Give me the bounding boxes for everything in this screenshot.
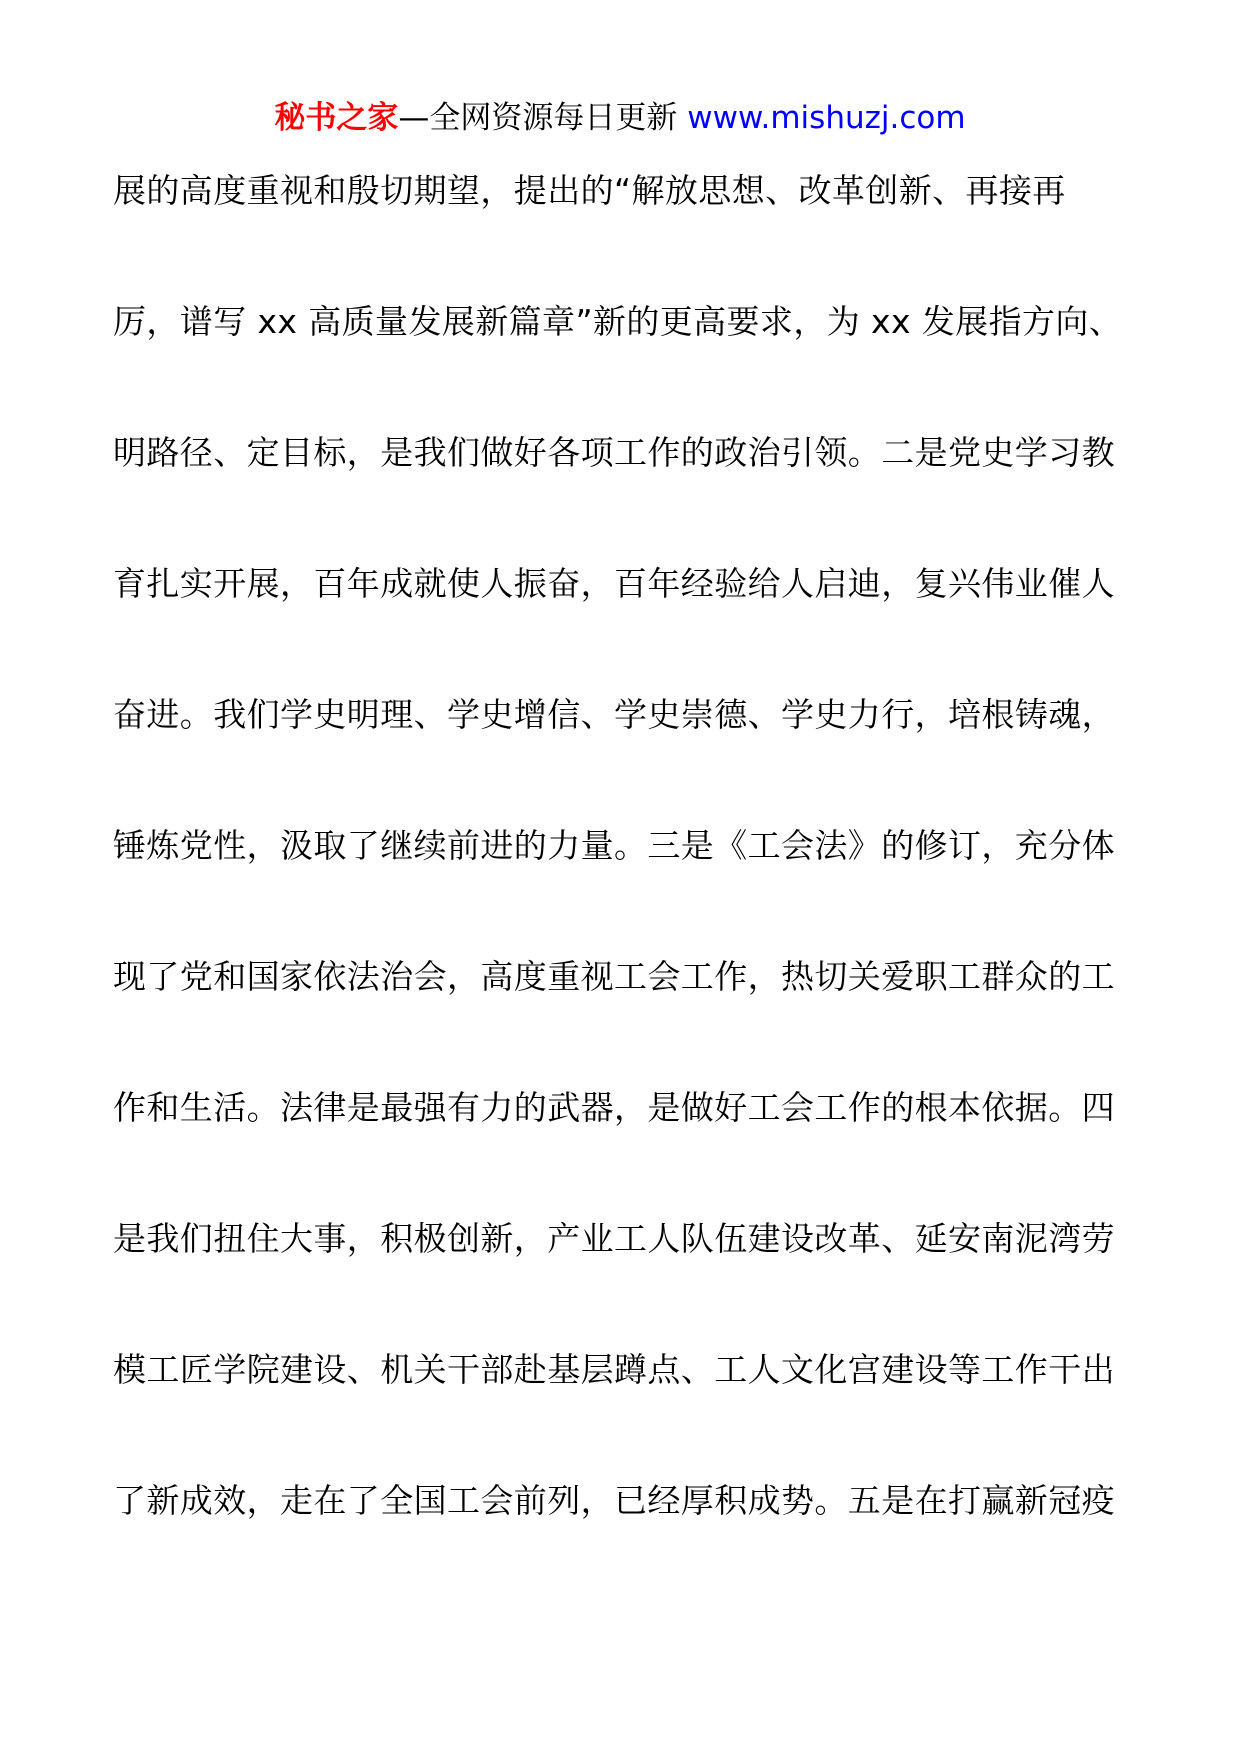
body-line: 是我们扭住大事，积极创新，产业工人队伍建设改革、延安南泥湾劳 [113,1219,1115,1258]
page-header [0,98,1240,138]
brand-name: 秘书之家 [274,100,399,136]
body-line: 育扎实开展，百年成就使人振奋，百年经验给人启迪，复兴伟业催人 [113,564,1115,603]
body-line: 明路径、定目标，是我们做好各项工作的政治引领。二是党史学习教 [113,433,1115,472]
website-url[interactable]: www.mishuzj.com [687,100,966,136]
body-line: 模工匠学院建设、机关干部赴基层蹲点、工人文化宫建设等工作干出 [113,1350,1115,1389]
body-line: 作和生活。法律是最强有力的武器，是做好工会工作的根本依据。四 [113,1088,1115,1127]
header-tagline: —全网资源每日更新 [398,100,678,136]
body-line: 展的高度重视和殷切期望，提出的“解放思想、改革创新、再接再 [113,171,1066,210]
body-line: 锤炼党性，汲取了继续前进的力量。三是《工会法》的修订，充分体 [113,826,1115,865]
document-body [113,160,1133,1601]
body-line: 了新成效，走在了全国工会前列，已经厚积成势。五是在打赢新冠疫 [113,1481,1115,1520]
body-line: 厉，谱写 xx 高质量发展新篇章”新的更高要求，为 xx 发展指方向、 [113,302,1123,341]
body-line: 现了党和国家依法治会，高度重视工会工作，热切关爱职工群众的工 [113,957,1115,996]
body-line: 奋进。我们学史明理、学史增信、学史崇德、学史力行，培根铸魂， [113,695,1115,734]
